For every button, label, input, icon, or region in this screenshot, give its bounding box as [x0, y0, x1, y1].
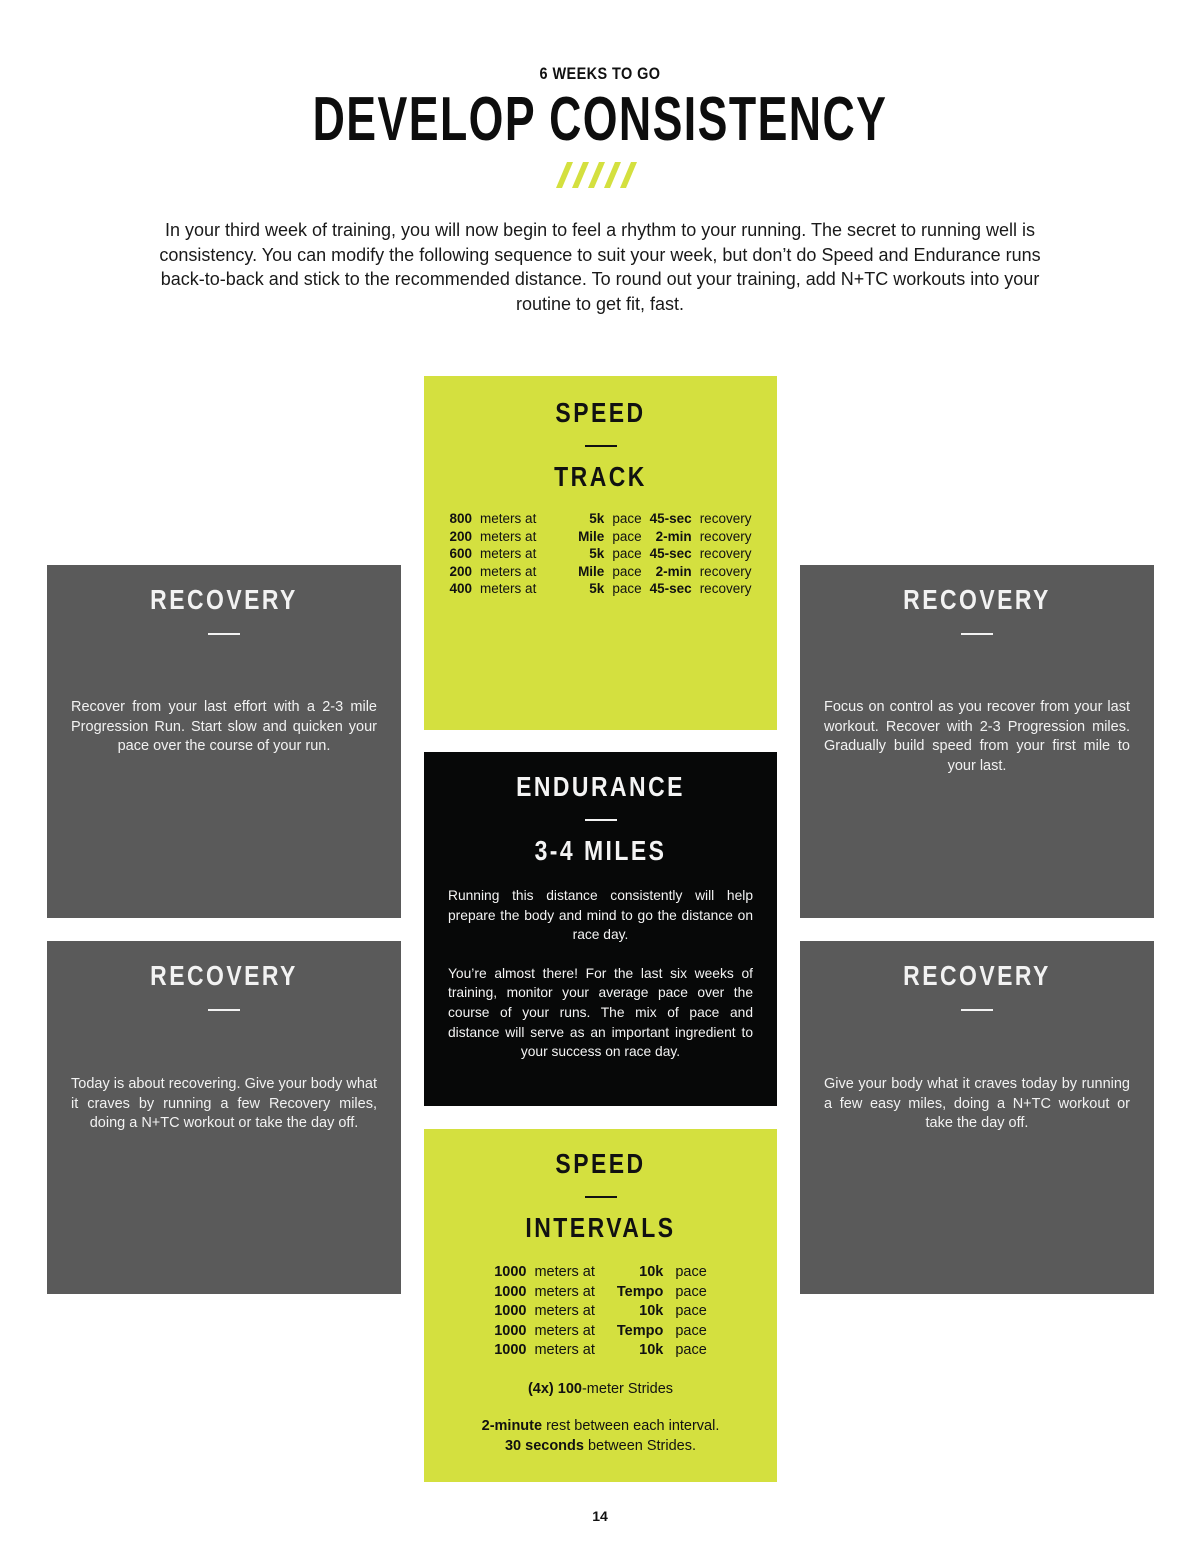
distance-value: 1000	[494, 1322, 527, 1339]
pace-value: 10k	[639, 1303, 664, 1320]
distance-value: 200	[449, 563, 473, 579]
divider	[585, 445, 617, 447]
pace-label: pace	[612, 511, 642, 526]
recovery-card-top-right	[800, 565, 1154, 918]
table-row	[490, 1263, 711, 1283]
card-title: RECOVERY	[150, 584, 298, 615]
track-workout-table	[446, 510, 756, 598]
pace-value: 5k	[589, 546, 605, 562]
card-text: Recover from your last effort with a 2-3 mile Progression Run. Start slow and quicken your pace over the course of your run.	[71, 699, 377, 755]
table-row	[490, 1322, 711, 1342]
endurance-card	[424, 752, 777, 1106]
rest-value: 45-sec	[649, 581, 692, 597]
pace-value: Tempo	[616, 1283, 664, 1300]
unit-label: meters at	[534, 1322, 595, 1339]
table-row	[446, 545, 756, 563]
pace-label: pace	[675, 1283, 707, 1300]
rest-value: 45-sec	[649, 546, 692, 562]
speed-track-card	[424, 376, 777, 730]
table-row	[446, 563, 756, 581]
divider	[961, 1009, 993, 1011]
table-row	[446, 510, 756, 528]
card-title: SPEED	[555, 1148, 646, 1179]
card-subtitle: TRACK	[554, 461, 647, 492]
unit-label: meters at	[534, 1303, 595, 1320]
card-title: ENDURANCE	[516, 771, 685, 802]
pace-label: pace	[675, 1303, 707, 1320]
card-text: Focus on control as you recover from your last workout. Recover with 2-3 Progression miles. Gradually build speed from your first mile to your last.	[824, 699, 1130, 774]
rest-label: recovery	[699, 528, 752, 544]
recovery-card-top-left	[47, 565, 401, 918]
card-title: RECOVERY	[903, 960, 1051, 991]
table-row	[490, 1302, 711, 1322]
strides-count: (4x) 100	[527, 1380, 582, 1397]
pace-label: pace	[612, 581, 642, 597]
rest-1-text: rest between each interval.	[542, 1417, 720, 1434]
pace-label: pace	[612, 546, 642, 562]
pace-label: pace	[675, 1342, 707, 1359]
pace-value: 10k	[639, 1342, 664, 1359]
distance-value: 600	[449, 546, 473, 562]
pace-label: pace	[675, 1264, 707, 1280]
unit-label: meters at	[534, 1342, 595, 1359]
divider	[208, 633, 240, 635]
distance-value: 1000	[494, 1283, 527, 1300]
card-title: RECOVERY	[150, 960, 298, 991]
divider	[208, 1009, 240, 1011]
table-row	[446, 580, 756, 598]
rest-line-2	[424, 1437, 777, 1457]
rest-value: 45-sec	[649, 511, 692, 526]
unit-label: meters at	[534, 1264, 595, 1280]
rest-label: recovery	[699, 581, 752, 597]
card-text: Today is about recovering. Give your body what it craves by running a few Recovery miles, doing a N+TC workout or take the day off.	[71, 1076, 377, 1132]
pace-value: Tempo	[616, 1322, 664, 1339]
divider	[585, 819, 617, 821]
unit-label: meters at	[480, 546, 537, 562]
pace-value: Mile	[578, 528, 605, 544]
pace-label: pace	[612, 563, 642, 579]
card-subtitle: 3-4 MILES	[534, 835, 667, 866]
card-subtitle: INTERVALS	[525, 1212, 676, 1243]
unit-label: meters at	[480, 581, 537, 597]
distance-value: 200	[449, 528, 473, 544]
pace-label: pace	[612, 528, 642, 544]
pace-value: 5k	[589, 511, 605, 526]
table-row	[446, 528, 756, 546]
page-title: DEVELOP CONSISTENCY	[312, 85, 888, 154]
rest-value: 2-min	[655, 528, 692, 544]
rest-1-bold: 2-minute	[481, 1417, 543, 1434]
distance-value: 400	[449, 581, 473, 597]
rest-label: recovery	[699, 546, 752, 562]
speed-intervals-card	[424, 1129, 777, 1482]
divider	[961, 633, 993, 635]
table-row	[490, 1341, 711, 1361]
intro-paragraph: In your third week of training, you will now begin to feel a rhythm to your running. The secret to running well is consistency. You can modify the following sequence to suit your week, but don’t do Speed and Endurance runs back-to-back and stick to the recommended distance. To round out your training, add N+TC workouts into your routine to get fit, fast.	[159, 220, 1041, 314]
strides-label: -meter Strides	[581, 1380, 674, 1397]
unit-label: meters at	[480, 563, 537, 579]
kicker: 6 WEEKS TO GO	[539, 64, 661, 83]
distance-value: 1000	[494, 1342, 527, 1359]
table-row	[490, 1283, 711, 1303]
distance-value: 1000	[494, 1264, 527, 1280]
unit-label: meters at	[480, 511, 537, 526]
card-text: Give your body what it craves today by running a few easy miles, doing a N+TC workout or take the day off.	[824, 1076, 1130, 1132]
card-title: SPEED	[555, 397, 646, 428]
recovery-card-bottom-left	[47, 941, 401, 1294]
slash-stripes-icon	[555, 162, 645, 190]
endurance-paragraph-1: Running this distance consistently will help prepare the body and mind to go the distance on race day.	[448, 888, 753, 943]
divider	[585, 1196, 617, 1198]
unit-label: meters at	[534, 1283, 595, 1300]
distance-value: 800	[449, 511, 473, 526]
intervals-workout-table	[490, 1263, 711, 1361]
rest-value: 2-min	[655, 563, 692, 579]
rest-label: recovery	[699, 511, 752, 526]
rest-label: recovery	[699, 563, 752, 579]
rest-2-text: between Strides.	[583, 1437, 697, 1454]
endurance-paragraph-2: You’re almost there! For the last six weeks of training, monitor your average pace over the course of your runs. The mix of pace and distance will serve as an important ingredient to your success on race day.	[448, 965, 753, 1060]
rest-2-bold: 30 seconds	[504, 1437, 584, 1454]
strides-line	[424, 1381, 777, 1397]
pace-value: Mile	[578, 563, 605, 579]
page-number: 14	[592, 1508, 608, 1524]
unit-label: meters at	[480, 528, 537, 544]
recovery-card-bottom-right	[800, 941, 1154, 1294]
pace-value: 10k	[639, 1264, 664, 1280]
card-title: RECOVERY	[903, 584, 1051, 615]
distance-value: 1000	[494, 1303, 527, 1320]
pace-value: 5k	[589, 581, 605, 597]
rest-line-1	[424, 1417, 777, 1437]
pace-label: pace	[675, 1322, 707, 1339]
